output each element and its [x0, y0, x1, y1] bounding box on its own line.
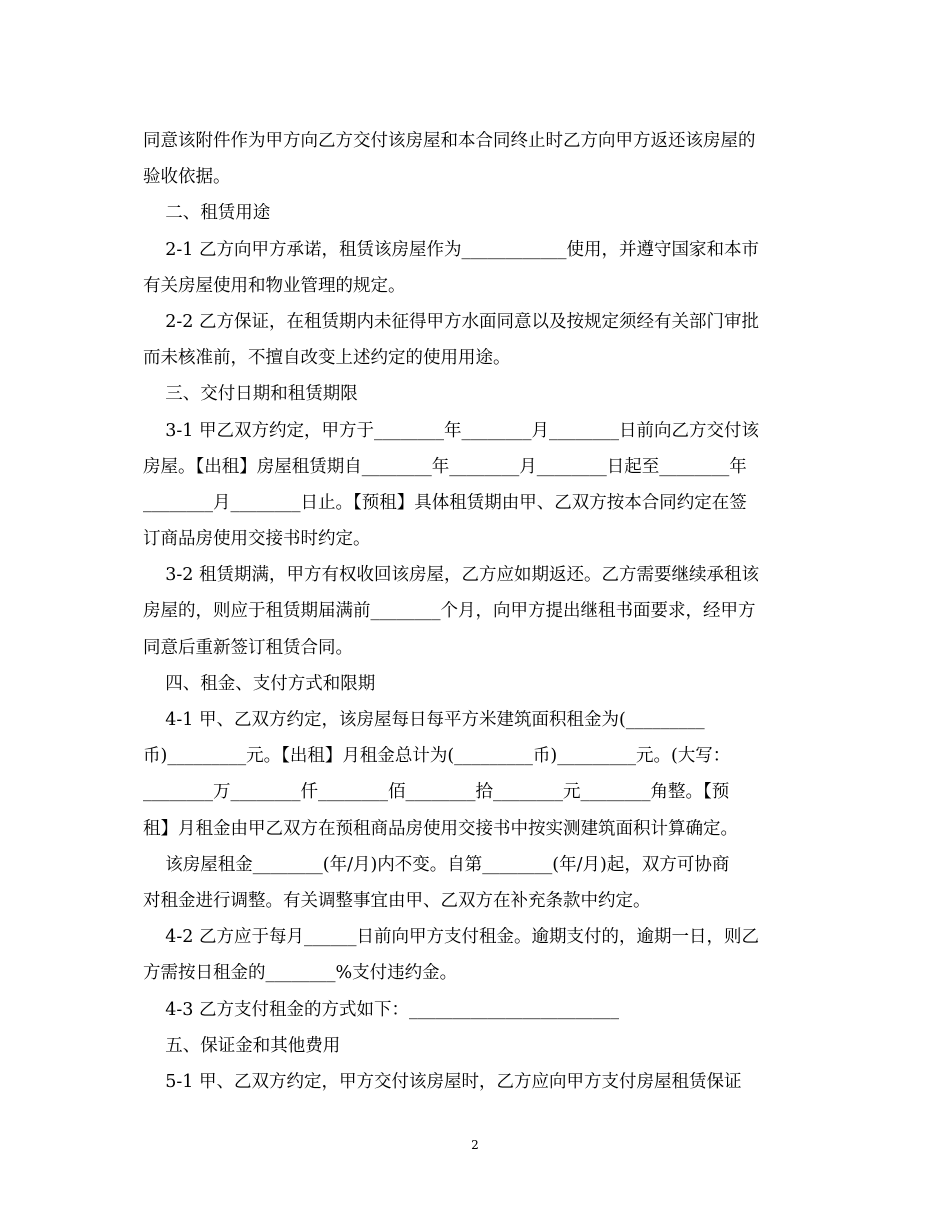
- text-line: 币)_________元。【出租】月租金总计为(_________币)_________元。(大写：: [143, 746, 731, 767]
- clause-line: 5-1 甲、乙双方约定，甲方交付该房屋时，乙方应向甲方支付房屋租赁保证: [143, 1071, 742, 1092]
- clause-line: 4-2 乙方应于每月______日前向甲方支付租金。逾期支付的，逾期一日，则乙: [143, 927, 759, 948]
- text-line: 对租金进行调整。有关调整事宜由甲、乙双方在补充条款中约定。: [143, 890, 651, 911]
- clause-line: 4-1 甲、乙双方约定，该房屋每日每平方米建筑面积租金为(_________: [143, 710, 705, 730]
- page-number: 2: [471, 1138, 479, 1152]
- text-line: 房屋的，则应于租赁期届满前________个月，向甲方提出继租书面要求，经甲方: [143, 601, 756, 622]
- text-line: 而未核准前，不擅自改变上述约定的使用用途。: [143, 348, 511, 369]
- clause-line: 2-1 乙方向甲方承诺，租赁该房屋作为____________使用，并遵守国家和本市: [143, 239, 759, 260]
- text-line: 房屋。【出租】房屋租赁期自________年________月________日起至________年: [143, 456, 747, 477]
- text-line: 租】月租金由甲乙双方在预租商品房使用交接书中按实测建筑面积计算确定。: [143, 818, 738, 839]
- clause-line: 该房屋租金________(年/月)内不变。自第________(年/月)起，双方可协商: [143, 854, 730, 875]
- section-heading: 二、租赁用途: [143, 203, 271, 224]
- text-line: 订商品房使用交接书时约定。: [143, 529, 371, 550]
- clause-line: 4-3 乙方支付租金的方式如下：________________________: [143, 999, 619, 1020]
- section-heading: 三、交付日期和租赁期限: [143, 384, 358, 405]
- section-heading: 五、保证金和其他费用: [143, 1035, 341, 1056]
- text-line: 同意后重新签订租赁合同。: [143, 637, 353, 658]
- section-heading: 四、租金、支付方式和限期: [143, 673, 376, 694]
- text-line: ________万________仟________佰________拾________元________角整。【预: [143, 782, 730, 803]
- text-line: 有关房屋使用和物业管理的规定。: [143, 275, 406, 296]
- clause-line: 3-1 甲乙双方约定，甲方于________年________月________日前向乙方交付该: [143, 420, 759, 441]
- text-line: 方需按日租金的________%支付违约金。: [143, 963, 458, 984]
- text-line: 验收依据。: [143, 167, 231, 188]
- clause-line: 3-2 租赁期满，甲方有权收回该房屋，乙方应如期返还。乙方需要继续承租该: [143, 565, 759, 586]
- clause-line: 2-2 乙方保证，在租赁期内未征得甲方水面同意以及按规定须经有关部门审批: [143, 311, 759, 332]
- text-line: 同意该附件作为甲方向乙方交付该房屋和本合同终止时乙方向甲方返还该房屋的: [143, 131, 756, 151]
- contract-body: [143, 123, 813, 1100]
- text-line: ________月________日止。【预租】具体租赁期由甲、乙双方按本合同约定在签: [143, 492, 747, 513]
